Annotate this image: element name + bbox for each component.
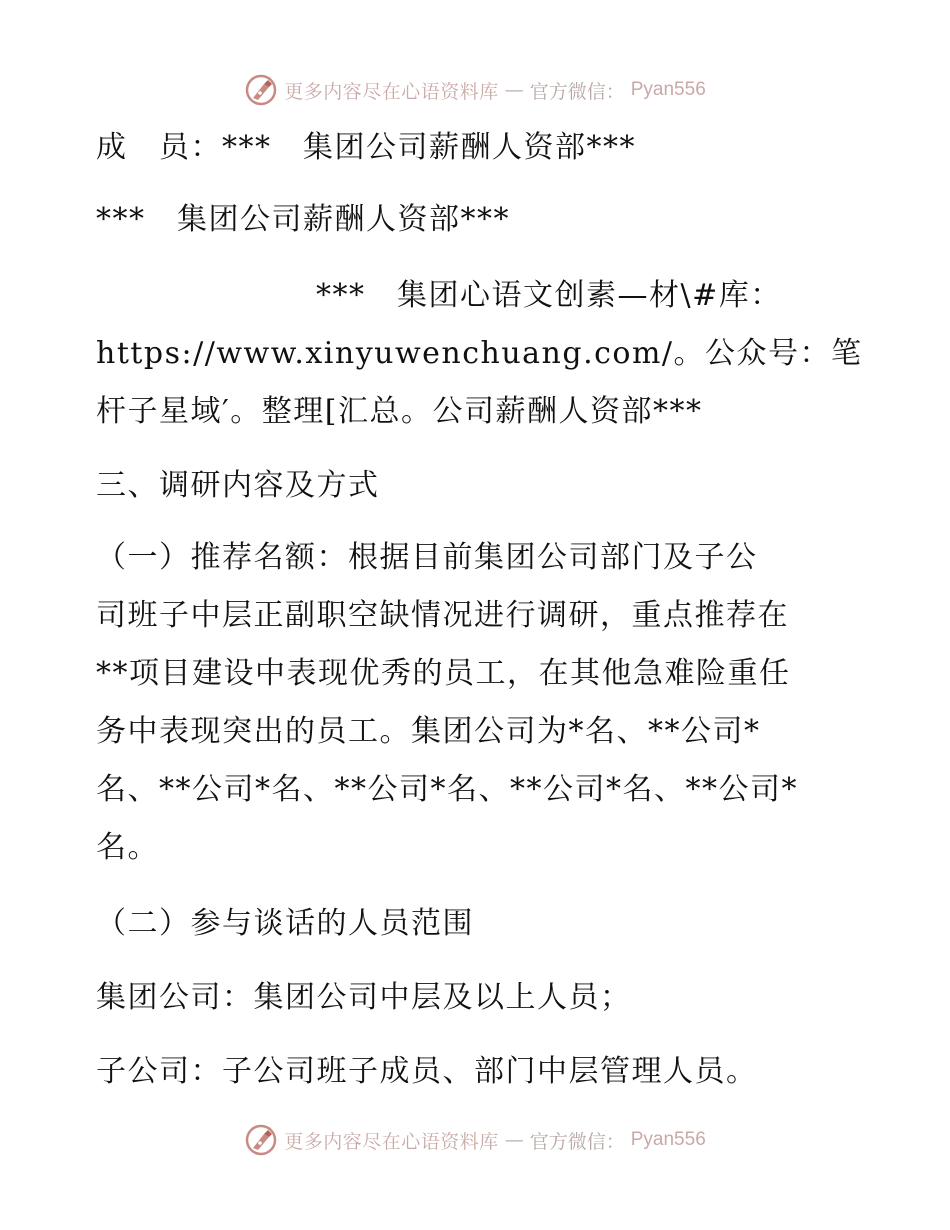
watermark-wechat-label: 官方微信： [529,1130,625,1153]
watermark-text: 更多内容尽在心语资料库 [284,80,499,103]
doc-line-quota-2: 司班子中层正副职空缺情况进行调研，重点推荐在 [96,598,789,633]
doc-line-collation: 杆子星域′。整理[汇总。公司薪酬人资部*** [96,394,703,429]
watermark-text: 更多内容尽在心语资料库 [284,1130,499,1153]
doc-line-quota-1: （一）推荐名额：根据目前集团公司部门及子公 [96,540,758,575]
doc-line-group-scope: 集团公司：集团公司中层及以上人员； [96,980,632,1015]
watermark-wechat-label: 官方微信： [529,80,625,103]
watermark-wechat-id: Pyan556 [630,79,706,100]
watermark-separator: — [504,79,524,101]
pen-nib-logo-icon [244,73,278,107]
doc-line-url: https://www.xinyuwenchuang.com/。公众号：笔 [96,336,863,371]
doc-line-quota-3: **项目建设中表现优秀的员工，在其他急难险重任 [96,656,791,691]
watermark-banner-top [0,70,950,110]
section-heading-3: 三、调研内容及方式 [96,468,380,503]
subsection-heading-2: （二）参与谈话的人员范围 [96,906,474,941]
doc-line-members-cont: *** 集团公司薪酬人资部*** [96,202,510,237]
doc-line-quota-5: 名、**公司*名、**公司*名、**公司*名、**公司* [96,772,798,807]
watermark-separator: — [504,1129,524,1151]
watermark-banner-bottom [0,1120,950,1160]
doc-line-quota-6: 名。 [96,830,159,865]
doc-line-quota-4: 务中表现突出的员工。集团公司为*名、**公司* [96,714,761,749]
doc-line-members: 成 员：*** 集团公司薪酬人资部*** [96,130,636,165]
watermark-wechat-id: Pyan556 [630,1129,706,1150]
doc-line-indented: *** 集团心语文创素—材\#库： [316,278,782,313]
pen-nib-logo-icon [244,1123,278,1157]
doc-line-subsidiary-scope: 子公司：子公司班子成员、部门中层管理人员。 [96,1054,758,1089]
